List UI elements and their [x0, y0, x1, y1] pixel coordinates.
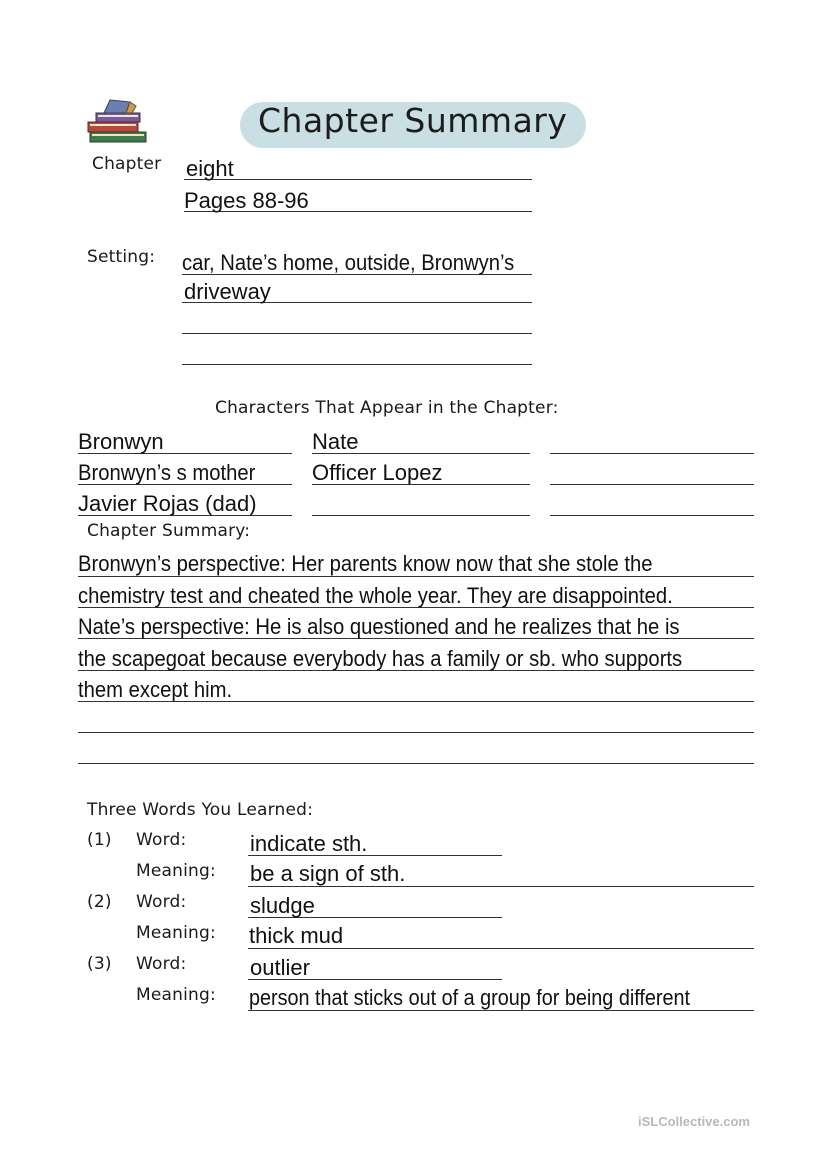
setting-line-4 — [182, 364, 532, 365]
chapter-label: Chapter — [92, 154, 162, 174]
chapter-line — [184, 179, 532, 180]
word-label: Word: — [136, 954, 187, 974]
summary-text: Nate’s perspective: He is also questioned and he realizes that he is — [78, 614, 680, 639]
summary-line-1 — [78, 576, 754, 577]
word-label: Word: — [136, 830, 187, 850]
characters-heading: Characters That Appear in the Chapter: — [215, 398, 559, 418]
char-line-3-1 — [550, 453, 754, 454]
character-name: Bronwyn’s s mother — [78, 460, 256, 485]
char-line-3-2 — [550, 484, 754, 485]
words-heading: Three Words You Learned: — [87, 800, 314, 820]
setting-label: Setting: — [87, 247, 156, 267]
summary-line-7 — [78, 763, 754, 764]
summary-heading: Chapter Summary: — [87, 521, 251, 541]
chapter-pages: Pages 88-96 — [184, 188, 309, 213]
summary-text: Bronwyn’s perspective: Her parents know now that she stole the — [78, 551, 653, 576]
meaning-label: Meaning: — [136, 861, 216, 881]
setting-value-2: driveway — [184, 279, 271, 304]
meaning-line — [248, 1010, 754, 1011]
word-value: outlier — [250, 955, 310, 980]
books-icon — [86, 98, 152, 146]
word-number: (3) — [87, 954, 112, 974]
page-title: Chapter Summary — [258, 101, 568, 140]
meaning-label: Meaning: — [136, 985, 216, 1005]
setting-line-3 — [182, 333, 532, 334]
character-name: Nate — [312, 429, 359, 454]
watermark: iSLCollective.com — [638, 1114, 750, 1129]
character-name: Officer Lopez — [312, 460, 443, 485]
char-line-2-3 — [312, 515, 530, 516]
setting-value-1: car, Nate’s home, outside, Bronwyn’s — [182, 250, 515, 275]
word-number: (2) — [87, 892, 112, 912]
meaning-line — [248, 886, 754, 887]
meaning-value: thick mud — [249, 923, 344, 948]
meaning-line — [248, 948, 754, 949]
meaning-value: person that sticks out of a group for being different — [249, 985, 691, 1010]
word-value: indicate sth. — [250, 831, 368, 856]
character-name: Bronwyn — [78, 429, 164, 454]
summary-text: them except him. — [78, 677, 233, 702]
summary-text: the scapegoat because everybody has a family or sb. who supports — [78, 646, 683, 671]
summary-text: chemistry test and cheated the whole year. They are disappointed. — [78, 583, 673, 608]
meaning-value: be a sign of sth. — [250, 861, 406, 886]
summary-line-6 — [78, 732, 754, 733]
character-name: Javier Rojas (dad) — [78, 491, 257, 516]
word-value: sludge — [250, 893, 315, 918]
chapter-value: eight — [186, 156, 234, 181]
char-line-3-3 — [550, 515, 754, 516]
word-number: (1) — [87, 830, 112, 850]
word-label: Word: — [136, 892, 187, 912]
meaning-label: Meaning: — [136, 923, 216, 943]
